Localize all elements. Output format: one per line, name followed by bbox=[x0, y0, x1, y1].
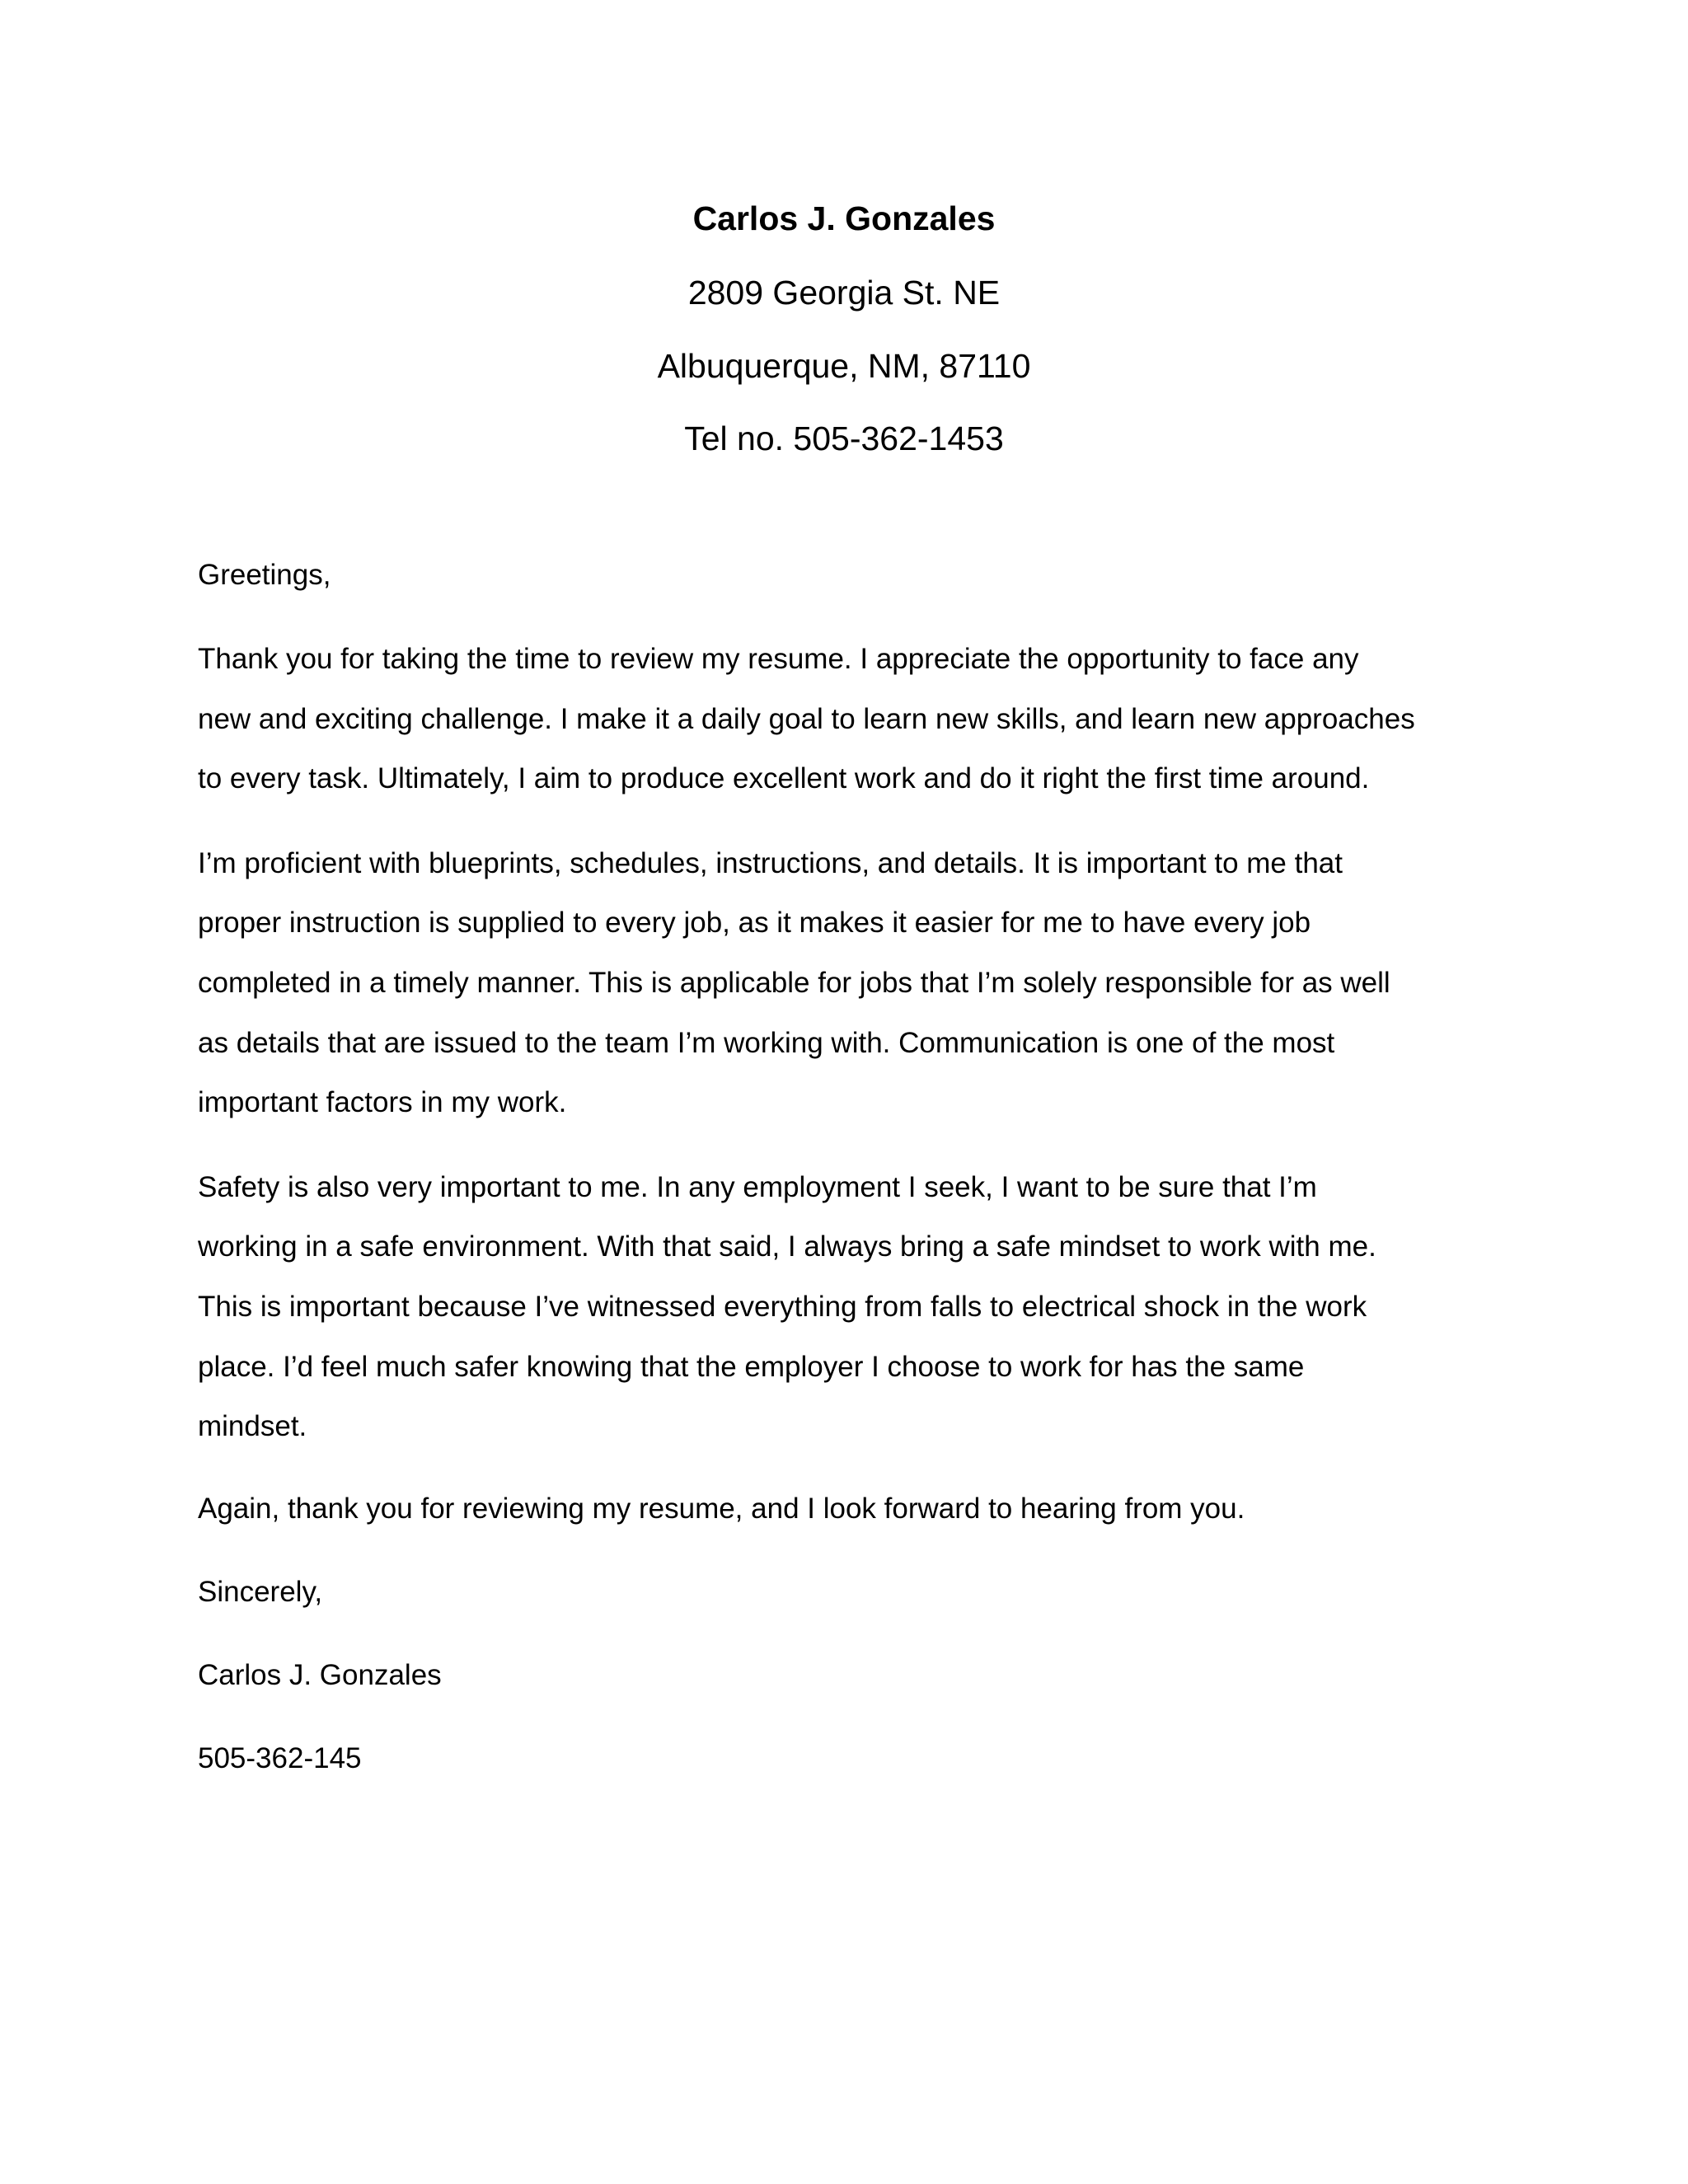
paragraph-line: new and exciting challenge. I make it a daily goal to learn new skills, and learn new approaches bbox=[198, 703, 1415, 735]
paragraph-line: as details that are issued to the team I’m working with. Communication is one of the most bbox=[198, 1027, 1335, 1059]
paragraph-line: proper instruction is supplied to every job, as it makes it easier for me to have every job bbox=[198, 907, 1311, 939]
paragraph-line: working in a safe environment. With that said, I always bring a safe mindset to work with me. bbox=[198, 1230, 1376, 1263]
paragraph-line: mindset. bbox=[198, 1410, 307, 1442]
signature-name: Carlos J. Gonzales bbox=[198, 1659, 442, 1691]
paragraph-line: to every task. Ultimately, I aim to produce excellent work and do it right the first time around. bbox=[198, 762, 1370, 794]
signature-phone: 505-362-145 bbox=[198, 1742, 362, 1774]
sender-street: 2809 Georgia St. NE bbox=[687, 274, 1001, 312]
paragraph-line: I’m proficient with blueprints, schedules, instructions, and details. It is important to me that bbox=[198, 847, 1343, 879]
greeting: Greetings, bbox=[198, 559, 331, 591]
paragraph-line: important factors in my work. bbox=[198, 1086, 567, 1118]
closing: Sincerely, bbox=[198, 1576, 323, 1608]
sender-phone: Tel no. 505-362-1453 bbox=[684, 419, 1004, 457]
paragraph-4: Again, thank you for reviewing my resume, and I look forward to hearing from you. bbox=[198, 1493, 1245, 1525]
sender-city: Albuquerque, NM, 87110 bbox=[657, 347, 1031, 385]
paragraph-line: Thank you for taking the time to review my resume. I appreciate the opportunity to face any bbox=[198, 643, 1359, 675]
paragraph-line: Safety is also very important to me. In any employment I seek, I want to be sure that I’m bbox=[198, 1171, 1317, 1203]
paragraph-line: completed in a timely manner. This is applicable for jobs that I’m solely responsible for as well bbox=[198, 967, 1390, 999]
paragraph-line: place. I’d feel much safer knowing that the employer I choose to work for has the same bbox=[198, 1351, 1305, 1383]
paragraph-line: This is important because I’ve witnessed everything from falls to electrical shock in the work bbox=[198, 1291, 1367, 1323]
sender-name: Carlos J. Gonzales bbox=[692, 199, 996, 237]
